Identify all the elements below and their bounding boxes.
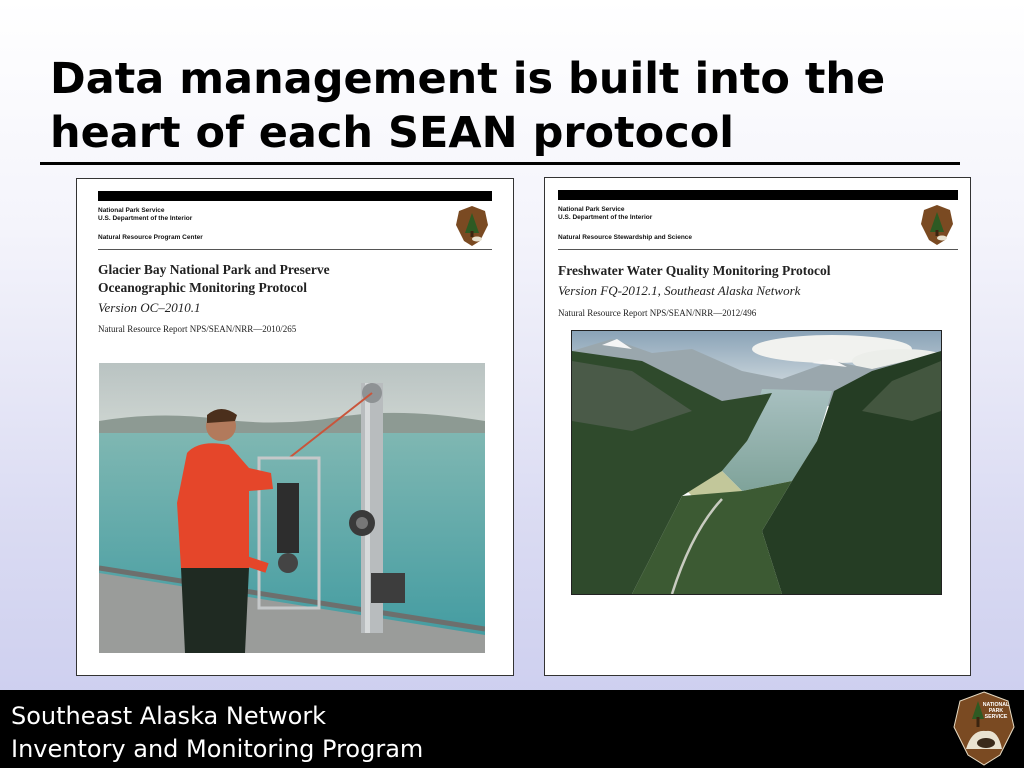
department-name: U.S. Department of the Interior	[98, 215, 193, 222]
agency-name: National Park Service	[558, 206, 625, 213]
header-rule	[98, 249, 492, 250]
program-name: Natural Resource Stewardship and Science	[558, 234, 693, 241]
title-line-2: heart of each SEAN protocol	[50, 108, 734, 158]
document-version: Version FQ-2012.1, Southeast Alaska Network	[558, 283, 801, 298]
footer-network: Southeast Alaska Network	[11, 702, 327, 730]
badge-text-line-3: SERVICE	[984, 714, 1008, 720]
nps-arrowhead-icon	[455, 205, 489, 247]
document-title-line-2: Oceanographic Monitoring Protocol	[98, 280, 307, 295]
document-version: Version OC–2010.1	[98, 300, 201, 315]
report-number: Natural Resource Report NPS/SEAN/NRR—2012/496	[558, 308, 757, 318]
title-divider	[40, 162, 960, 165]
title-line-1: Data management is built into the	[50, 54, 886, 104]
department-name: U.S. Department of the Interior	[558, 214, 653, 221]
agency-block	[98, 207, 192, 223]
cover-photo-ctd-deployment	[99, 363, 485, 653]
cover-header-bar	[558, 190, 958, 200]
footer-text	[11, 700, 423, 766]
nps-arrowhead-icon	[952, 691, 1016, 766]
document-title	[558, 262, 830, 280]
footer-program: Inventory and Monitoring Program	[11, 735, 424, 763]
nps-arrowhead-icon	[920, 204, 954, 246]
agency-name: National Park Service	[98, 207, 165, 214]
document-title-line-1: Glacier Bay National Park and Preserve	[98, 262, 330, 277]
cover-photo-fjord-aerial	[571, 330, 942, 595]
badge-text-line-1: NATIONAL	[982, 702, 1010, 708]
protocol-cover-oceanographic	[76, 178, 514, 676]
badge-text-line-2: PARK	[988, 708, 1004, 714]
document-title-line-1: Freshwater Water Quality Monitoring Protocol	[558, 263, 831, 278]
slide-title	[50, 52, 980, 160]
cover-header-bar	[98, 191, 492, 201]
header-rule	[558, 249, 958, 250]
report-number: Natural Resource Report NPS/SEAN/NRR—2010/265	[98, 324, 297, 334]
protocol-cover-freshwater	[544, 177, 971, 676]
agency-block	[558, 206, 652, 222]
program-name: Natural Resource Program Center	[98, 234, 203, 241]
document-title	[98, 261, 330, 297]
